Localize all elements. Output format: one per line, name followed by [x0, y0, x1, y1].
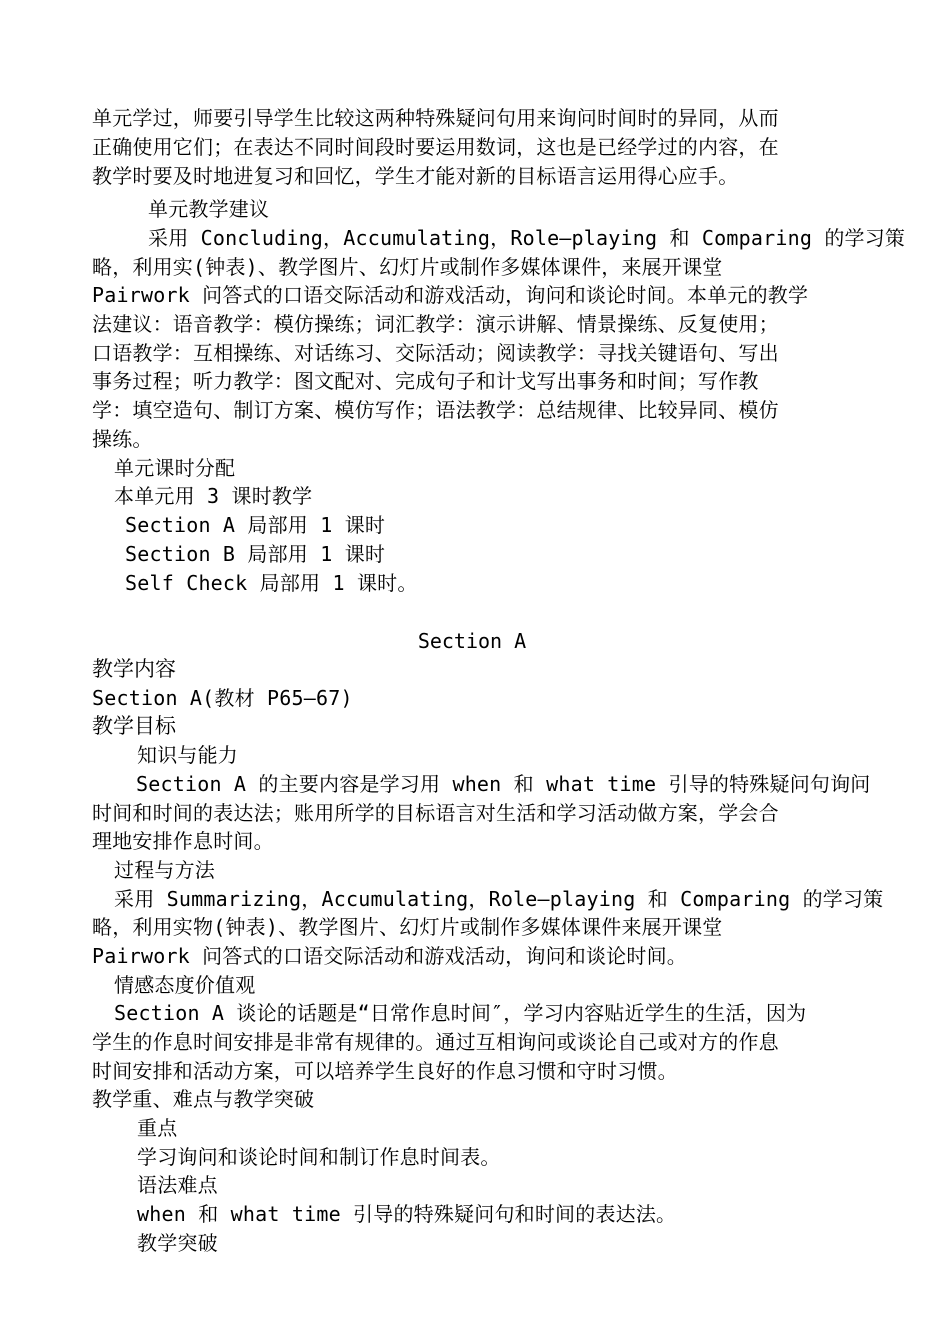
unit-hours-item: Section A 局部用 1 课时	[125, 513, 386, 537]
focus-text: 学习询问和谈论时间和制订作息时间表。	[137, 1145, 501, 1169]
unit-suggestions-line: 略，利用实(钟表)、教学图片、幻灯片或制作多媒体课件，来展开课堂	[92, 255, 723, 279]
emotion-line: 学生的作息时间安排是非常有规律的。通过互相询问或谈论自己或对方的作息	[92, 1030, 779, 1054]
emotion-title: 情感态度价值观	[114, 973, 256, 997]
unit-suggestions-line: 事务过程；听力教学：图文配对、完成句子和计戈写出事务和时间；写作教	[92, 369, 759, 393]
difficulty-title: 语法难点	[137, 1173, 218, 1197]
intro-line: 教学时要及时地进复习和回忆，学生才能对新的目标语言运用得心应手。	[92, 164, 739, 188]
unit-hours-item: Section B 局部用 1 课时	[125, 542, 386, 566]
process-line: 采用 Summarizing，Accumulating，Role—playing 和 Comparing 的学习策	[114, 887, 884, 911]
unit-suggestions-line: 法建议：语音教学：模仿操练；词汇教学：演示讲解、情景操练、反复使用；	[92, 312, 779, 336]
keypoints-heading: 教学重、难点与教学突破	[92, 1087, 315, 1111]
section-title: Section A	[417, 629, 527, 653]
knowledge-line: Section A 的主要内容是学习用 when 和 what time 引导的特殊疑问句询问	[136, 772, 871, 796]
knowledge-title: 知识与能力	[137, 743, 238, 767]
content-text: Section A(教材 P65—67)	[92, 686, 353, 710]
unit-suggestions-line: 操练。	[92, 427, 153, 451]
focus-title: 重点	[137, 1116, 178, 1140]
unit-suggestions-line: 采用 Concluding，Accumulating，Role—playing 和 Comparing 的学习策	[148, 226, 906, 250]
intro-line: 正确使用它们；在表达不同时间段时要运用数词，这也是已经学过的内容，在	[92, 135, 779, 159]
intro-line: 单元学过，师要引导学生比较这两种特殊疑问句用来询问时间时的异同，从而	[92, 106, 779, 130]
process-line: 略，利用实物(钟表)、教学图片、幻灯片或制作多媒体课件来展开课堂	[92, 915, 723, 939]
unit-hours-total: 本单元用 3 课时教学	[114, 484, 313, 508]
unit-hours-title: 单元课时分配	[114, 456, 236, 480]
unit-hours-item: Self Check 局部用 1 课时。	[125, 571, 418, 595]
unit-suggestions-title: 单元教学建议	[148, 197, 270, 221]
emotion-line: 时间安排和活动方案，可以培养学生良好的作息习惯和守时习惯。	[92, 1059, 678, 1083]
unit-suggestions-line: Pairwork 问答式的口语交际活动和游戏活动，询问和谈论时间。本单元的教学	[92, 283, 809, 307]
knowledge-line: 理地安排作息时间。	[92, 829, 274, 853]
objectives-heading: 教学目标	[92, 714, 176, 738]
difficulty-text: when 和 what time 引导的特殊疑问句和时间的表达法。	[137, 1202, 677, 1226]
breakthrough-title: 教学突破	[137, 1231, 218, 1255]
process-title: 过程与方法	[114, 858, 215, 882]
knowledge-line: 时间和时间的表达法；账用所学的目标语言对生活和学习活动做方案，学会合	[92, 801, 779, 825]
process-line: Pairwork 问答式的口语交际活动和游戏活动，询问和谈论时间。	[92, 944, 687, 968]
content-heading: 教学内容	[92, 657, 176, 681]
unit-suggestions-line: 学：填空造句、制订方案、模仿写作；语法教学：总结规律、比较异同、模仿	[92, 398, 779, 422]
emotion-line: Section A 谈论的话题是“日常作息时间″，学习内容贴近学生的生活，因为	[114, 1001, 807, 1025]
unit-suggestions-line: 口语教学：互相操练、对话练习、交际活动；阅读教学：寻找关键语句、写出	[92, 341, 779, 365]
